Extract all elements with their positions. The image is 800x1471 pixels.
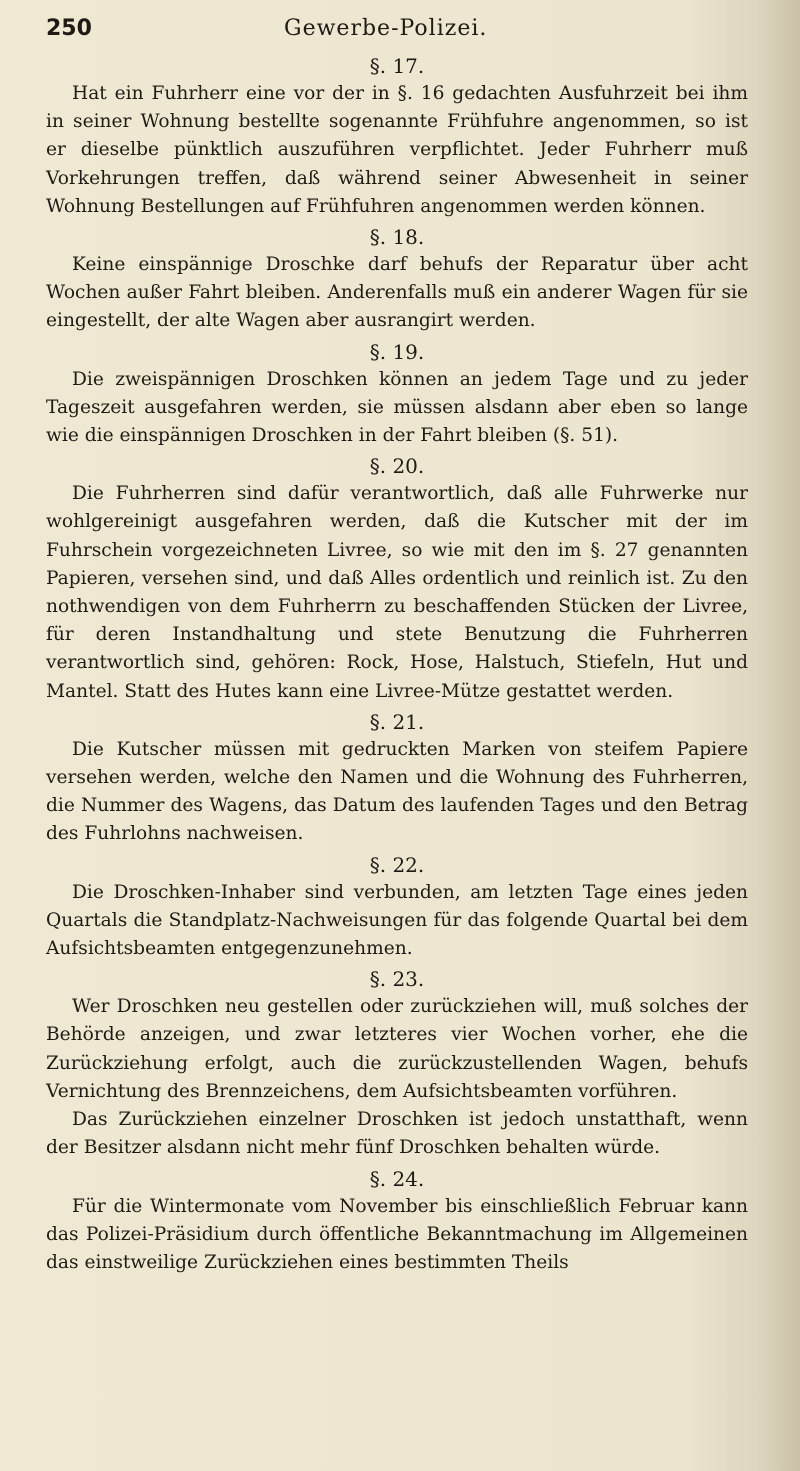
section-23 <box>46 965 748 1106</box>
section-17 <box>46 52 748 221</box>
section-24 <box>46 1165 748 1278</box>
section-title: §. 22. <box>369 852 425 877</box>
section-21 <box>46 708 748 849</box>
section-text: Keine einspännige Droschke darf behufs der Reparatur über acht Wochen außer Fahrt bleiben. Anderenfalls muß ein anderer Wagen für sie eingestellt, der alte Wagen aber ausrangirt werden. <box>46 254 748 332</box>
section-text: Wer Droschken neu gestellen oder zurückziehen will, muß solches der Behörde anzeigen, und zwar letzteres vier Wochen vorher, ehe die Zurückziehung erfolgt, auch die zurückzustellenden Wagen, behufs Vernichtung des Brennzeichens, dem Aufsichtsbeamten vorführen. <box>46 996 748 1102</box>
section-18 <box>46 223 748 336</box>
section-22 <box>46 851 748 964</box>
section-title: §. 24. <box>369 1166 425 1191</box>
section-text: Hat ein Fuhrherr eine vor der in §. 16 gedachten Ausfuhrzeit bei ihm in seiner Wohnung bestellte sogenannte Frühfuhre angenommen, so ist er dieselbe pünktlich auszuführen verpflichtet. Jeder Fuhrherr muß Vorkehrungen treffen, daß während seiner Abwesenheit in seiner Wohnung Bestellungen auf Frühfuhren angenommen werden können. <box>46 83 748 217</box>
page-number: 250 <box>46 16 92 41</box>
section-text: Die Droschken-Inhaber sind verbunden, am letzten Tage eines jeden Quartals die Standplatz-Nachweisungen für das folgende Quartal bei dem Aufsichtsbeamten entgegenzunehmen. <box>46 881 748 960</box>
section-text: Für die Wintermonate vom November bis einschließlich Februar kann das Polizei-Präsidium durch öffentliche Bekanntmachung im Allgemeinen das einstweilige Zurückziehen eines bestimmten Theils <box>46 1195 748 1273</box>
section-text: Das Zurückziehen einzelner Droschken ist jedoch unstatthaft, wenn der Besitzer alsdann nicht mehr fünf Droschken behalten würde. <box>46 1109 748 1159</box>
section-text: Die Fuhrherren sind dafür verantwortlich, daß alle Fuhrwerke nur wohlgereinigt ausgefahren werden, daß die Kutscher mit der im Fuhrschein vorgezeichneten Livree, so wie mit den im §. 27 genannten Papieren, versehen sind, und daß Alles ordentlich und reinlich ist. Zu den nothwendigen von dem Fuhrherrn zu beschaffenden Stücken der Livree, für deren Instandhaltung und stete Benutzung die Fuhrherren verantwortlich sind, gehören: Rock, Hose, Halstuch, Stiefeln, Hut und Mantel. Statt des Hutes kann eine Livree-Mütze gestattet werden. <box>46 483 748 702</box>
section-23-continued <box>46 1106 748 1162</box>
page-header <box>46 16 748 50</box>
section-title: §. 18. <box>369 225 425 250</box>
section-title: §. 20. <box>369 454 425 479</box>
section-19 <box>46 338 748 451</box>
section-20 <box>46 452 748 706</box>
section-title: §. 23. <box>369 967 425 992</box>
section-title: §. 19. <box>369 339 425 364</box>
section-text: Die zweispännigen Droschken können an jedem Tage und zu jeder Tageszeit ausgefahren werden, sie müssen alsdann aber eben so lange wie die einspännigen Droschken in der Fahrt bleiben (§. 51). <box>46 368 748 447</box>
running-head: Gewerbe-Polizei. <box>284 16 488 41</box>
section-text: Die Kutscher müssen mit gedruckten Marken von steifem Papiere versehen werden, welche den Namen und die Wohnung des Fuhrherren, die Nummer des Wagens, das Datum des laufenden Tages und den Betrag des Fuhrlohns nachweisen. <box>46 738 748 845</box>
section-title: §. 21. <box>369 709 425 734</box>
section-title: §. 17. <box>369 54 425 78</box>
